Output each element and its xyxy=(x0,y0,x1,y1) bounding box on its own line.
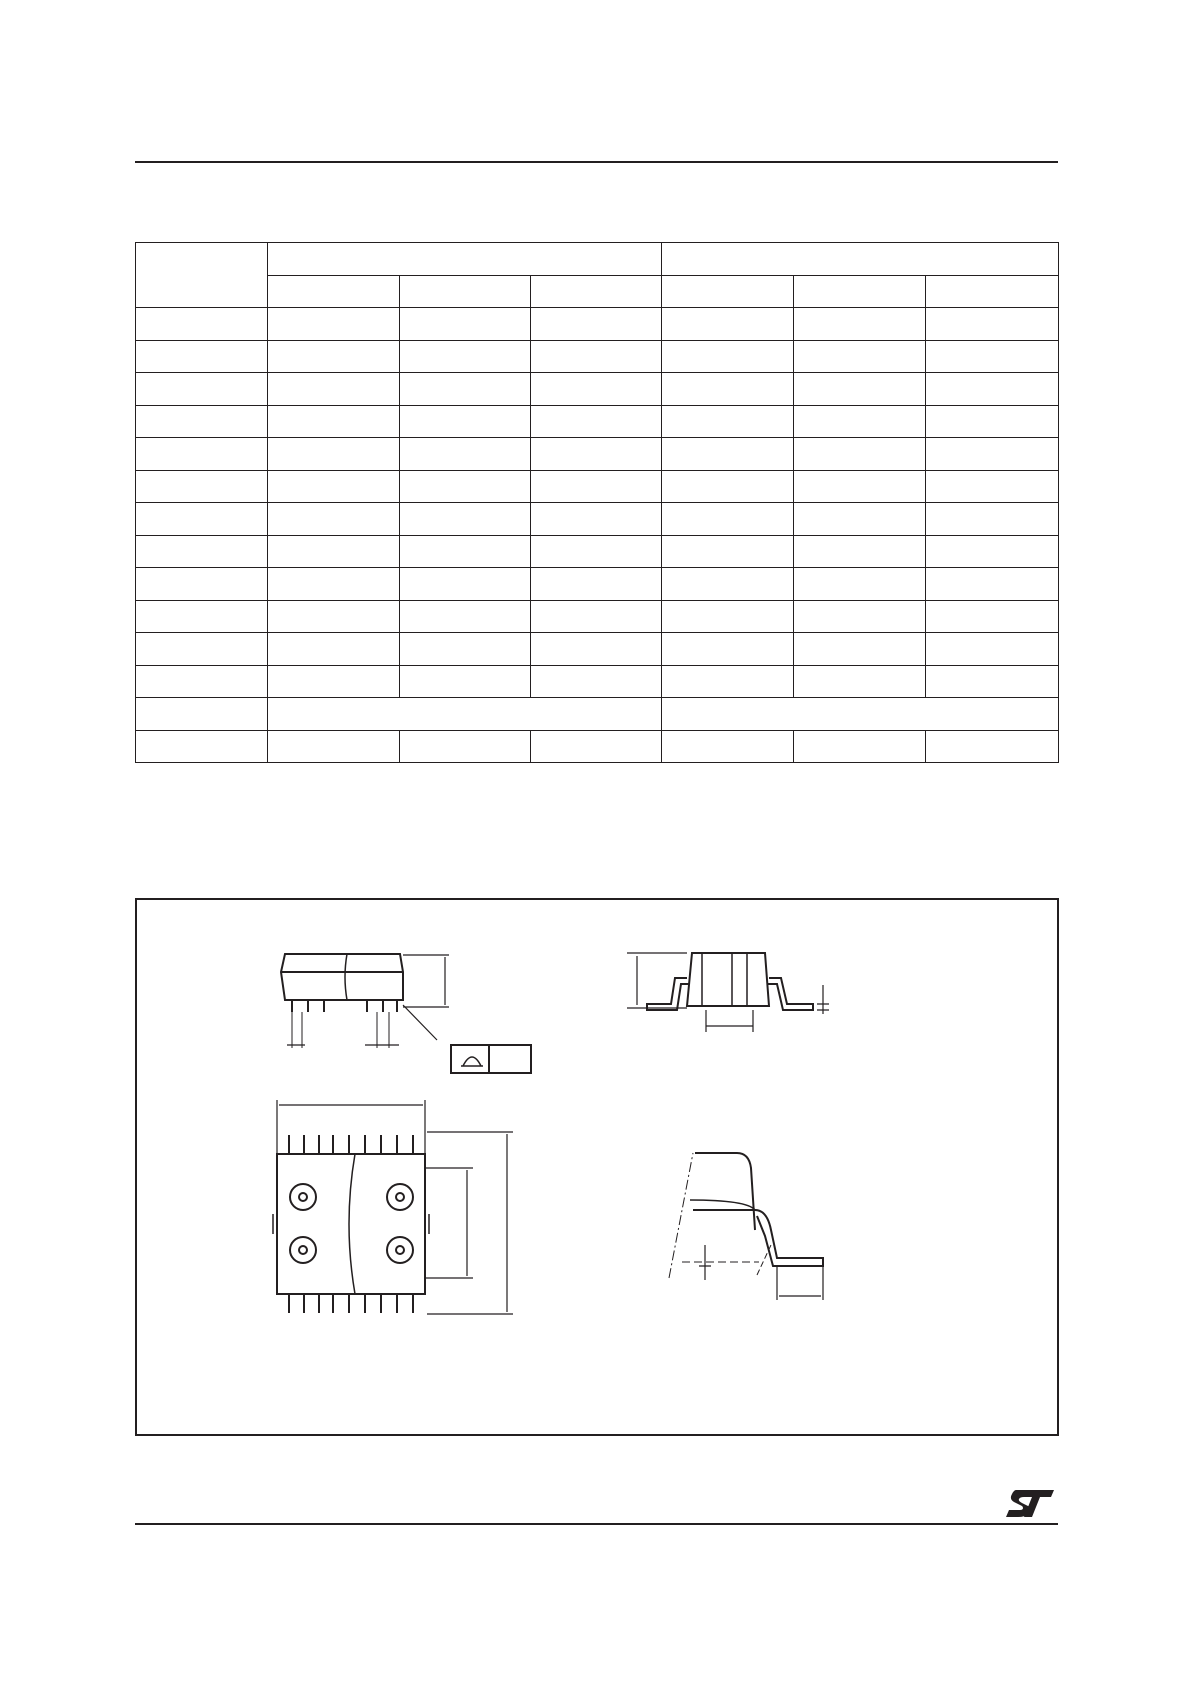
table-row xyxy=(136,340,1059,373)
table-cell xyxy=(400,730,531,763)
table-cell xyxy=(400,470,531,503)
table-cell xyxy=(400,373,531,406)
table-cell xyxy=(662,340,794,373)
table-cell xyxy=(268,568,400,601)
table-subheader-row xyxy=(136,275,1059,308)
table-cell xyxy=(794,665,926,698)
table-row xyxy=(136,568,1059,601)
table-merged-cell xyxy=(268,698,662,731)
table-row xyxy=(136,405,1059,438)
table-cell xyxy=(794,405,926,438)
side-view-drawing xyxy=(281,954,531,1073)
table-cell xyxy=(268,600,400,633)
table-cell xyxy=(662,405,794,438)
dimension-table xyxy=(135,242,1059,763)
table-cell xyxy=(926,730,1059,763)
header-subcell xyxy=(662,275,794,308)
package-outline-figure xyxy=(135,898,1059,1436)
table-cell xyxy=(794,535,926,568)
table-cell xyxy=(794,503,926,536)
table-row-label-cell xyxy=(136,600,268,633)
table-cell xyxy=(662,730,794,763)
table-cell xyxy=(926,438,1059,471)
table-cell xyxy=(926,405,1059,438)
header-subcell xyxy=(531,275,662,308)
table-cell xyxy=(531,373,662,406)
table-row xyxy=(136,373,1059,406)
table-row-label-cell xyxy=(136,405,268,438)
table-cell xyxy=(400,633,531,666)
header-group-cell xyxy=(268,243,662,276)
table-cell xyxy=(794,568,926,601)
table-cell xyxy=(926,665,1059,698)
st-logo-icon xyxy=(1006,1488,1056,1519)
table-row-label-cell xyxy=(136,535,268,568)
footer-rule xyxy=(135,1523,1058,1525)
table-row-label-cell xyxy=(136,308,268,341)
table-row xyxy=(136,698,1059,731)
table-row xyxy=(136,633,1059,666)
table-header-row xyxy=(136,243,1059,276)
table-cell xyxy=(400,568,531,601)
header-corner-cell xyxy=(136,243,268,308)
table-cell xyxy=(794,470,926,503)
table-cell xyxy=(400,405,531,438)
table-row xyxy=(136,308,1059,341)
table-cell xyxy=(268,340,400,373)
table-cell xyxy=(268,633,400,666)
table-row xyxy=(136,600,1059,633)
table-cell xyxy=(662,665,794,698)
table-row-label-cell xyxy=(136,340,268,373)
header-group-cell xyxy=(662,243,1059,276)
table-cell xyxy=(531,438,662,471)
table-row-label-cell xyxy=(136,730,268,763)
table-cell xyxy=(926,633,1059,666)
table-row-label-cell xyxy=(136,438,268,471)
table-cell xyxy=(662,600,794,633)
table-cell xyxy=(268,535,400,568)
end-view-drawing xyxy=(627,953,829,1032)
header-rule xyxy=(135,161,1058,163)
table-cell xyxy=(531,308,662,341)
table-cell xyxy=(662,503,794,536)
table-cell xyxy=(268,438,400,471)
table-cell xyxy=(400,438,531,471)
table-cell xyxy=(531,568,662,601)
table-cell xyxy=(268,665,400,698)
table-row-label-cell xyxy=(136,633,268,666)
table-row xyxy=(136,665,1059,698)
table-row-label-cell xyxy=(136,665,268,698)
table-cell xyxy=(531,633,662,666)
table-row xyxy=(136,470,1059,503)
table-cell xyxy=(400,665,531,698)
header-subcell xyxy=(400,275,531,308)
table-cell xyxy=(268,470,400,503)
table-cell xyxy=(794,308,926,341)
top-view-drawing xyxy=(273,1100,513,1314)
table-cell xyxy=(926,340,1059,373)
table-cell xyxy=(794,438,926,471)
table-cell xyxy=(794,730,926,763)
table-cell xyxy=(268,730,400,763)
header-subcell xyxy=(794,275,926,308)
table-cell xyxy=(662,633,794,666)
table-cell xyxy=(531,470,662,503)
table-cell xyxy=(794,600,926,633)
table-row-label-cell xyxy=(136,470,268,503)
table-cell xyxy=(400,600,531,633)
table-row-label-cell xyxy=(136,698,268,731)
table-cell xyxy=(794,633,926,666)
table-cell xyxy=(400,340,531,373)
table-cell xyxy=(531,665,662,698)
table-cell xyxy=(926,600,1059,633)
table-row-label-cell xyxy=(136,373,268,406)
table-cell xyxy=(531,503,662,536)
lead-detail-drawing xyxy=(669,1153,823,1300)
table-cell xyxy=(268,373,400,406)
header-subcell xyxy=(926,275,1059,308)
table-cell xyxy=(926,535,1059,568)
table-cell xyxy=(662,373,794,406)
table-row xyxy=(136,730,1059,763)
table-cell xyxy=(531,730,662,763)
table-cell xyxy=(268,503,400,536)
table-cell xyxy=(662,308,794,341)
table-row xyxy=(136,503,1059,536)
table-cell xyxy=(531,405,662,438)
table-cell xyxy=(794,340,926,373)
table-cell xyxy=(926,568,1059,601)
table-cell xyxy=(531,340,662,373)
table-merged-cell xyxy=(662,698,1059,731)
table-cell xyxy=(268,405,400,438)
table-cell xyxy=(926,470,1059,503)
table-row-label-cell xyxy=(136,503,268,536)
table-cell xyxy=(926,308,1059,341)
table-cell xyxy=(926,373,1059,406)
table-cell xyxy=(794,373,926,406)
table-cell xyxy=(662,535,794,568)
table-cell xyxy=(268,308,400,341)
table-cell xyxy=(662,568,794,601)
table-cell xyxy=(662,470,794,503)
table-row xyxy=(136,438,1059,471)
table-cell xyxy=(531,535,662,568)
table-cell xyxy=(400,308,531,341)
table-cell xyxy=(400,503,531,536)
header-subcell xyxy=(268,275,400,308)
table-row xyxy=(136,535,1059,568)
table-cell xyxy=(662,438,794,471)
table-cell xyxy=(926,503,1059,536)
table-cell xyxy=(531,600,662,633)
table-row-label-cell xyxy=(136,568,268,601)
table-cell xyxy=(400,535,531,568)
